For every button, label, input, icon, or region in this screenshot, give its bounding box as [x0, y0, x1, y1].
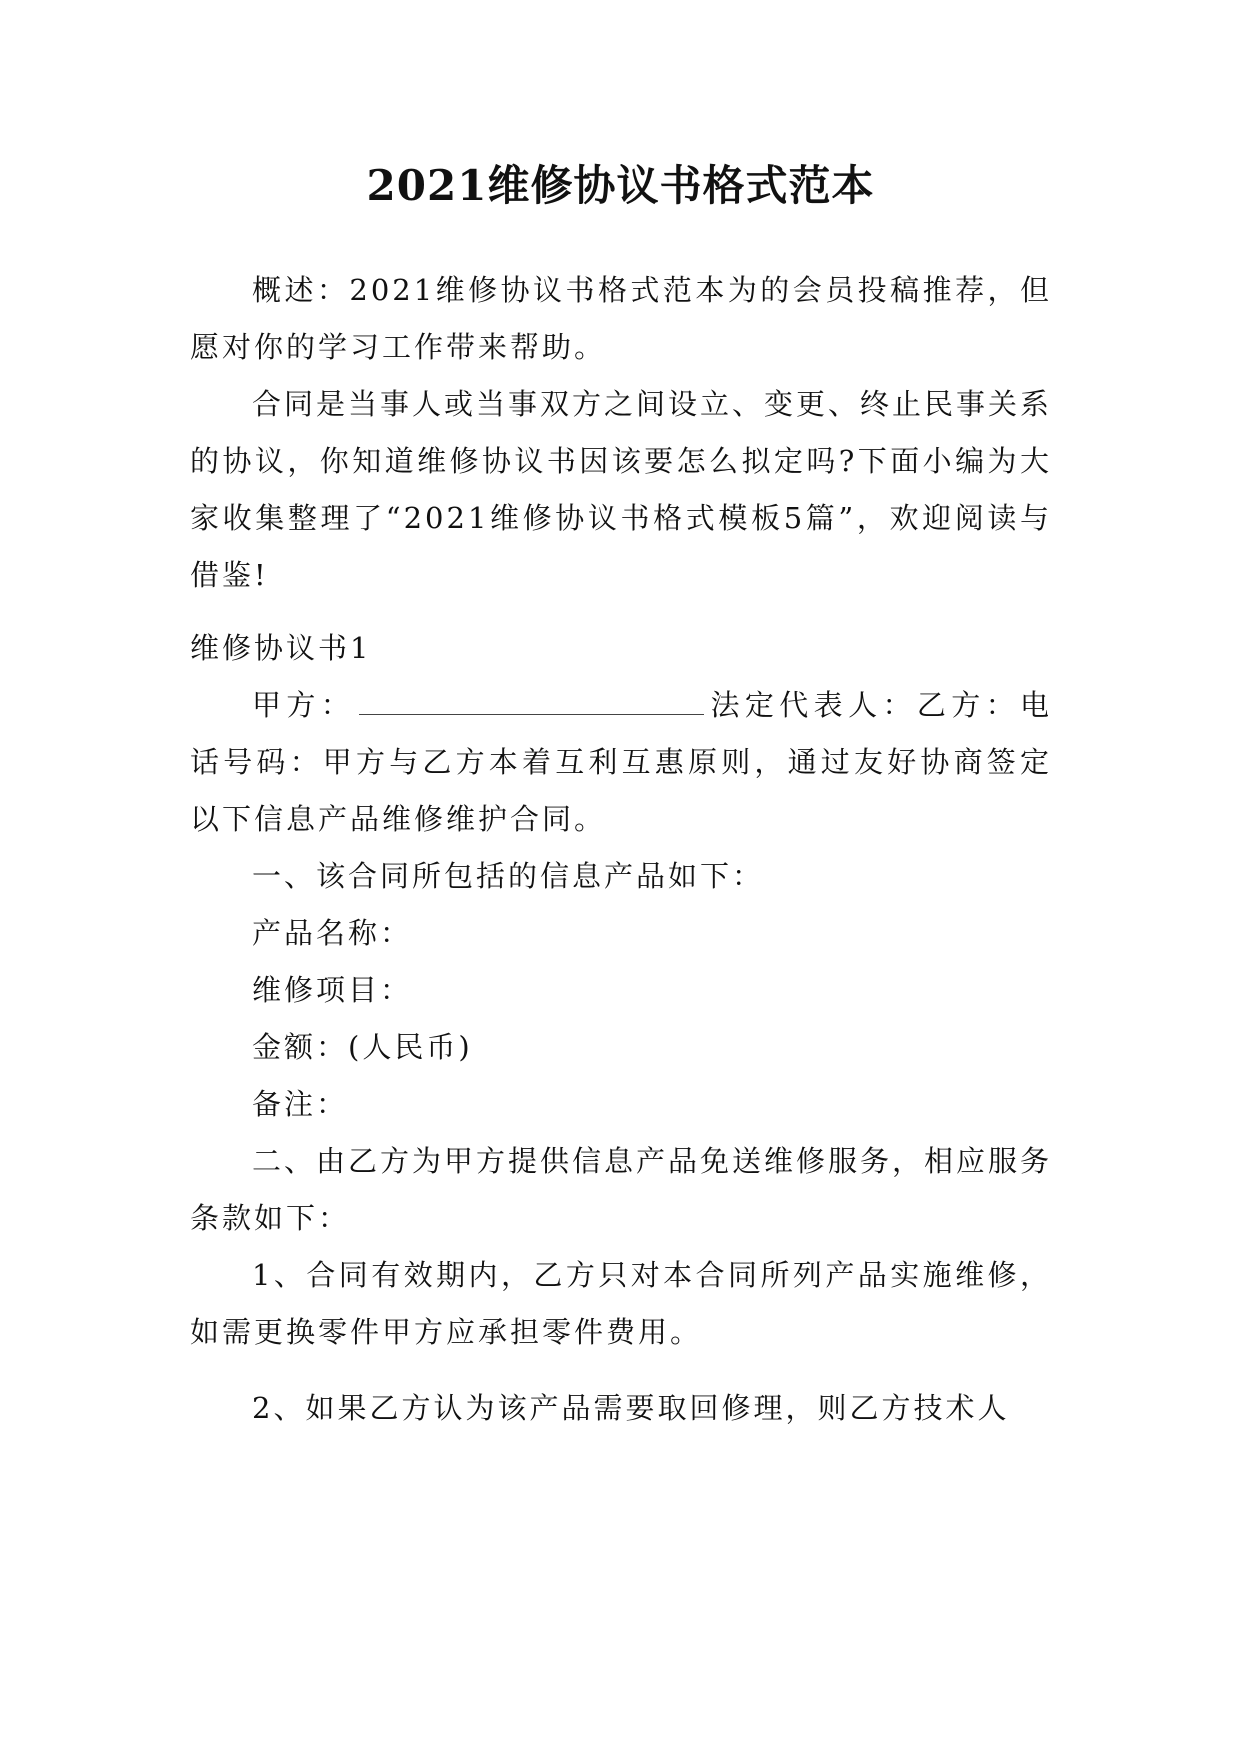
field-amount: 金额：(人民币)	[252, 1030, 473, 1064]
summary-block	[190, 262, 1052, 604]
summary-paragraph: 概述：2021维修协议书格式范本为的会员投稿推荐，但愿对你的学习工作带来帮助。	[190, 273, 1052, 364]
field-note: 备注：	[252, 1087, 349, 1121]
clause-2: 2、如果乙方认为该产品需要取回修理，则乙方技术人	[252, 1391, 1010, 1425]
field-repair-item: 维修项目：	[252, 973, 413, 1007]
section-heading: 维修协议书1	[190, 631, 372, 665]
field-product-name: 产品名称：	[252, 916, 413, 950]
party-a-blank	[359, 686, 704, 715]
party-paragraph-text: 法定代表人：乙方：电话号码：甲方与乙方本着互利互惠原则，通过友好协商签定以下信息产品维修维护合同。	[190, 688, 1052, 836]
section-1	[190, 620, 1052, 1361]
clause-1: 1、合同有效期内，乙方只对本合同所列产品实施维修，如需更换零件甲方应承担零件费用。	[190, 1258, 1052, 1349]
section-1-continued	[190, 1380, 1052, 1437]
intro-paragraph: 合同是当事人或当事双方之间设立、变更、终止民事关系的协议，你知道维修协议书因该要怎么拟定吗?下面小编为大家收集整理了“2021维修协议书格式模板5篇”，欢迎阅读与借鉴!	[190, 387, 1053, 592]
clause-item-2: 二、由乙方为甲方提供信息产品免送维修服务，相应服务条款如下：	[190, 1144, 1053, 1235]
document-title: 2021维修协议书格式范本	[366, 161, 875, 210]
party-a-label: 甲方：	[252, 688, 356, 722]
party-paragraph	[190, 677, 1052, 848]
clause-item-1: 一、该合同所包括的信息产品如下：	[252, 859, 765, 893]
